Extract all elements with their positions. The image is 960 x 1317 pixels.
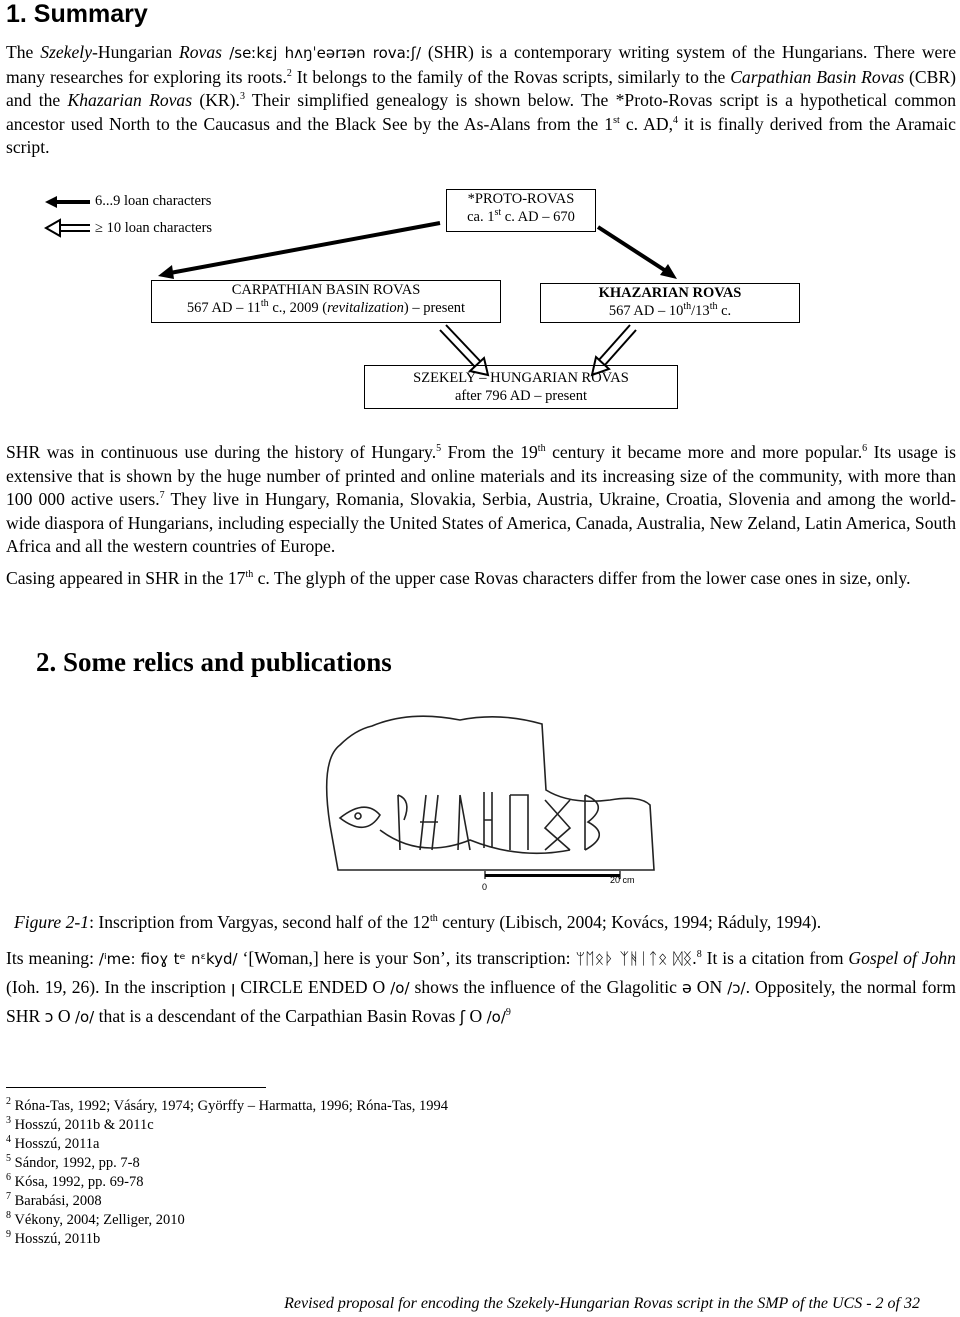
footnote-6: $^6$ Kósa, 1992, pp. 69-78 bbox=[6, 1172, 144, 1190]
box-szekely-hungarian-rovas bbox=[364, 365, 678, 409]
cbr-o-glyph: ʃ bbox=[459, 1007, 466, 1026]
proto-dates: ca. 1st c. AD – 670 bbox=[467, 207, 575, 225]
footnote-ref-4[interactable]: 4 bbox=[672, 114, 678, 126]
footnote-ref-5[interactable]: 5 bbox=[436, 443, 442, 455]
footnote-5: $^5$ Sándor, 1992, pp. 7-8 bbox=[6, 1153, 140, 1171]
footnote-separator bbox=[6, 1087, 266, 1088]
footnote-ref-9[interactable]: 9 bbox=[505, 1007, 511, 1019]
meaning-paragraph: Its meaning: /ⁱme: fioɣ tᵉ nᵋkyd/ ‘[Woman,] here is your Son’, its transcription: ᛘᛖᛟᚦ ᛉᚻᛁᛏᛟ ᛞᛝ.$^8$ It is a citation from Gospel of John (Ioh. 19, 26). In the inscription ꞁ CIRCLE ENDED O /o/ shows the influence of the Glagolitic ə ON /ɔ/. Oppositely, the normal form SHR ↄ O /o/ that is a descendant of the Carpathian Basin Rovas ʃ O /o/$^9$ bbox=[6, 948, 956, 1026]
footnote-8: $^8$ Vékony, 2004; Zelliger, 2010 bbox=[6, 1210, 185, 1228]
footnote-ref-8[interactable]: 8 bbox=[696, 949, 702, 961]
footnote-4: $^4$ Hosszú, 2011a bbox=[6, 1134, 100, 1152]
footnote-3: $^3$ Hosszú, 2011b & 2011c bbox=[6, 1115, 154, 1133]
shr-o-glyph: ↄ bbox=[44, 1007, 54, 1026]
arrow-proto-to-kr bbox=[598, 227, 677, 279]
box-carpathian-basin-rovas bbox=[151, 280, 501, 323]
kr-title: KHAZARIAN ROVAS bbox=[598, 285, 742, 301]
vargyas-inscription-drawing bbox=[270, 700, 690, 900]
shr-title: SZEKELY – HUNGARIAN ROVAS bbox=[413, 370, 629, 386]
footnote-ref-2[interactable]: 2 bbox=[286, 67, 292, 79]
legend-label-2: ≥ 10 loan characters bbox=[95, 220, 213, 236]
rovas-transcription: ᛘᛖᛟᚦ ᛉᚻᛁᛏᛟ ᛞᛝ bbox=[575, 949, 693, 968]
section-1-heading: 1. Summary bbox=[6, 0, 148, 28]
footnote-ref-6[interactable]: 6 bbox=[862, 443, 868, 455]
footnotes bbox=[6, 1097, 448, 1249]
scale-zero-label: 0 bbox=[482, 882, 488, 892]
summary-paragraph: The Szekely-Hungarian Rovas /seːkɛj hʌŋˈeərɪən rovaːʃ/ (SHR) is a contemporary writing system of the Hungarians. There were many researches for exploring its roots.$^2$ It belongs to the family of the Rovas scripts, similarly to the Carpathian Basin Rovas (CBR) and the Khazarian Rovas (KR).$^3$ Their simplified genealogy is shown below. The *Proto-Rovas script is a hypothetical common ancestor used North to the Caucasus and the Black See by the As-Alans from the 1st c. AD,$^4$ it is finally derived from the Aramaic script. bbox=[6, 42, 957, 157]
box-proto-rovas bbox=[446, 189, 596, 232]
page-footer: Revised proposal for encoding the Szekely-Hungarian Rovas script in the SMP of the UCS - 2 of 32 bbox=[284, 1295, 920, 1312]
scale-end-label: 20 cm bbox=[610, 875, 635, 885]
footnote-2: $^2$ Róna-Tas, 1992; Vásáry, 1974; Györffy – Harmatta, 1996; Róna-Tas, 1994 bbox=[6, 1096, 449, 1114]
shr-dates: after 796 AD – present bbox=[454, 388, 588, 404]
cbr-dates: 567 AD – 11th c., 2009 (revitalization) – present bbox=[186, 298, 466, 316]
box-khazarian-rovas bbox=[540, 283, 800, 323]
proto-title: *PROTO-ROVAS bbox=[467, 191, 575, 207]
legend-label-1: 6...9 loan characters bbox=[95, 193, 212, 209]
footnote-9: $^9$ Hosszú, 2011b bbox=[6, 1229, 101, 1247]
figure-caption: Figure 2-1: Inscription from Vargyas, second half of the 12th century (Libisch, 2004; Kovács, 1994; Ráduly, 1994). bbox=[14, 912, 822, 932]
footnote-ref-3[interactable]: 3 bbox=[239, 91, 245, 103]
legend-double-arrow bbox=[46, 220, 90, 236]
footnote-ref-7[interactable]: 7 bbox=[159, 490, 165, 502]
circle-ended-o-glyph: ꞁ bbox=[230, 978, 236, 997]
casing-paragraph: Casing appeared in SHR in the 17th c. The glyph of the upper case Rovas characters differ from the lower case ones in size, only. bbox=[6, 568, 911, 588]
legend-single-arrow bbox=[45, 196, 90, 208]
glagolitic-on-glyph: ə bbox=[681, 978, 692, 997]
section-2-heading: 2. Some relics and publications bbox=[36, 647, 392, 677]
usage-paragraph: SHR was in continuous use during the history of Hungary.$^5$ From the 19th century it became more and more popular.$^6$ Its usage is extensive that is shown by the huge number of printed and online materials and its increasing size of the community, with more than 100 000 active users.$^7$ They live in Hungary, Romania, Slovakia, Serbia, Austria, Ukraine, Croatia, Slovenia and among the world-wide diaspora of Hungarians, including especially the United States of America, Canada, Australia, New Zeland, Latin America, South Africa and all the western countries of Europe. bbox=[6, 442, 956, 556]
kr-dates: 567 AD – 10th/13th c. bbox=[608, 301, 732, 319]
cbr-title: CARPATHIAN BASIN ROVAS bbox=[231, 282, 421, 298]
footnote-7: $^7$ Barabási, 2008 bbox=[6, 1191, 102, 1209]
